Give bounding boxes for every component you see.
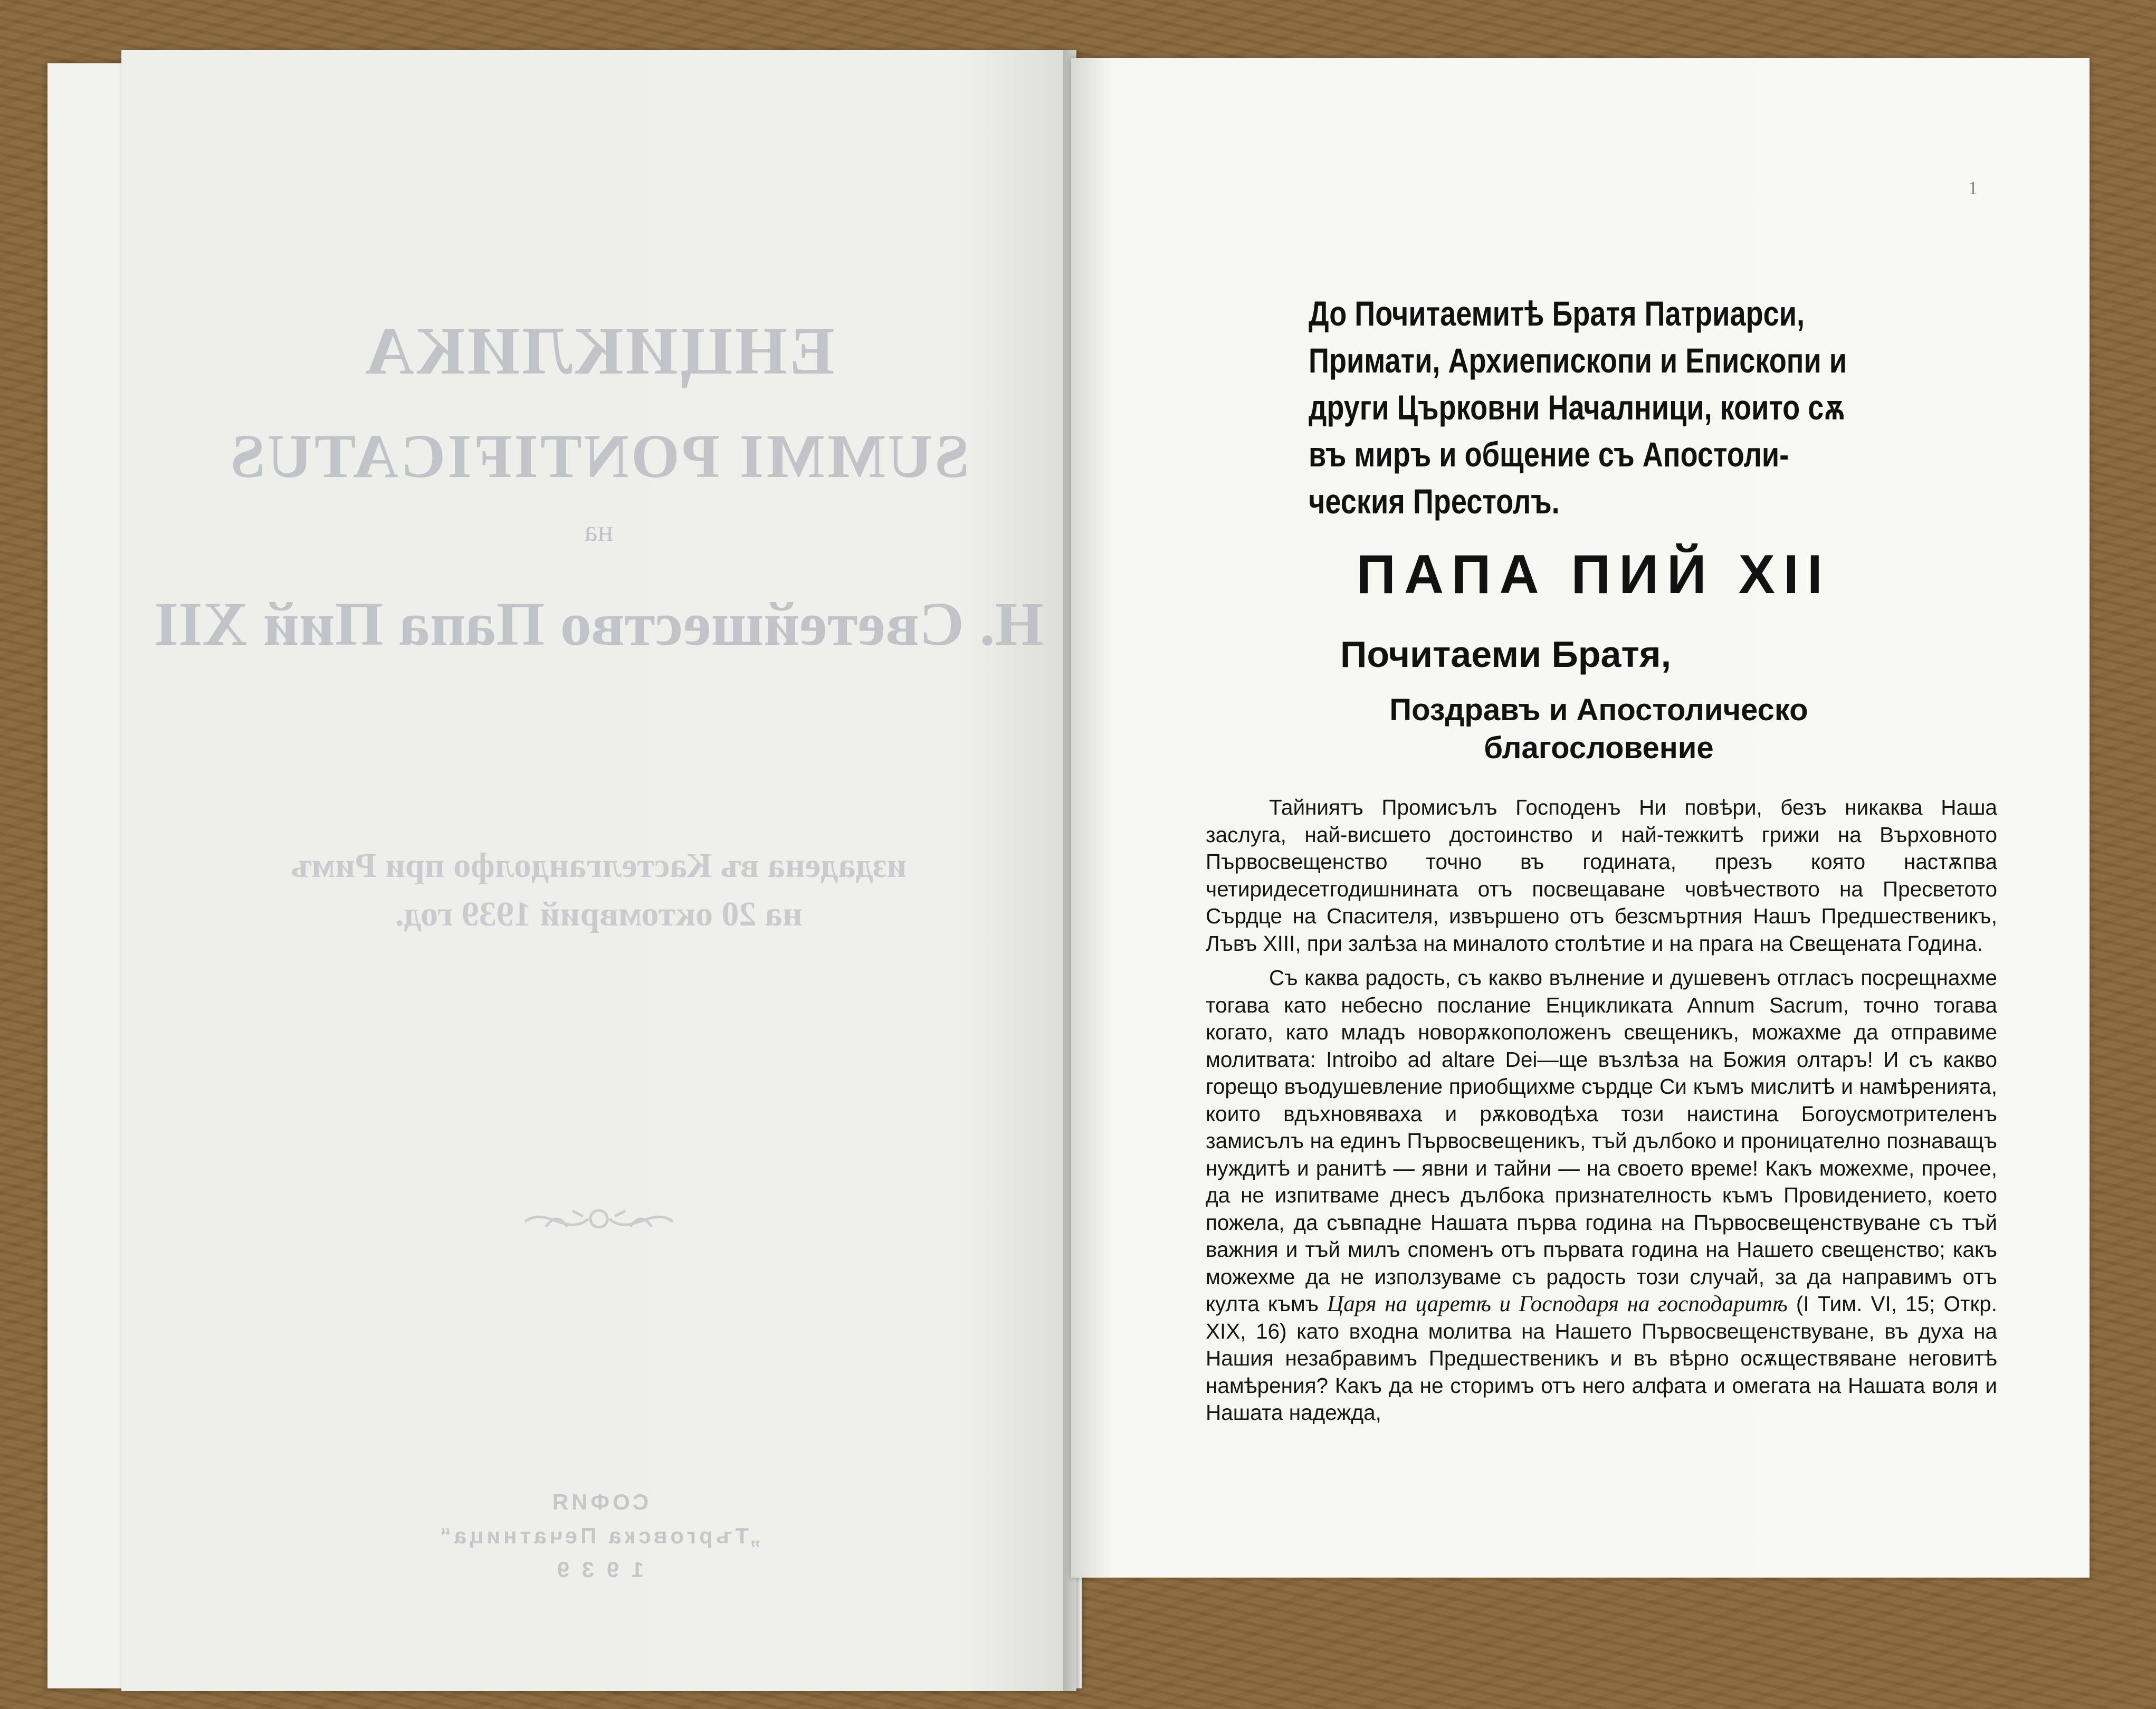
address-line: Примати, Архиепископи и Епископи и [1309,341,1847,380]
ornament-icon [121,1195,1076,1243]
bleed-holiness: Н. Светейшество Папа Пий XII [154,589,1044,658]
paragraph-2 [1206,965,1997,1427]
bleed-title-line1: ЕНЦИКЛИКА [363,313,835,388]
bleed-issued [121,842,1076,939]
salutation [1282,691,1915,767]
bleed-imprint-city: СОФИЯ [549,1490,649,1514]
right-page [1071,58,2090,1578]
paragraph-1: Тайниятъ Промисълъ Господенъ Ни повѣри, безъ никаква Наша заслуга, най-висшето достоинство и най-тежкитѣ грижи на Върховното Първосвещенство точно въ годината, презъ която настѫпва четиридесетгодишнината отъ посвещаване човѣчеството на Пресветото Сърдце на Спасителя, извършено отъ безсмъртния Нашъ Предшественикъ, Лъвъ XIII, при залѣза на миналото столѣтие и на прага на Свещената Година. [1206,795,1997,956]
address-line: ческия Престолъ. [1309,482,1560,521]
pope-title: ПАПА ПИЙ XII [1356,544,1831,605]
bleed-issued-line1: издадена въ Кастелгандолфо при Римъ [291,846,907,885]
bleed-imprint-press: „Търговска Печатница“ [436,1523,761,1548]
address-line: други Църковни Началници, които сѫ [1309,388,1846,427]
paragraph-2-part1: Съ каква радость, съ какво вълнение и душевенъ отгласъ посрещнахме тогава като небесно послание Енцикликата Annum Sacrum, точно тогава когато, като младъ новорѫкоположенъ свещеникъ, можахме да отправиме молитвата: Introibo ad altare Dei—ще възлѣза на Божия олтаръ! И съ какво горещо въодушевление приобщихме сърдце Си къмъ мислитѣ и намѣренията, които вдъхновяваха и рѫководѣха този наистина Богоусмотрителенъ замисълъ на единъ Първосвещеникъ, тъй дълбоко и проницателно познаващъ нуждитѣ и ранитѣ — явни и тайни — на своето време! Какъ можехме, прочее, да не изпитваме днесъ дълбока признателность къмъ Провидението, което пожела, да съвпадне Нашата първа година на Първосвещенствуване съ тъй важния и тъй милъ споменъ отъ първата година на Нашето свещенство; какъ можехме да не използуваме съ радость този случай, за да направимъ отъ култа къмъ [1206,966,1997,1316]
bleed-imprint [121,1485,1076,1587]
left-page [121,50,1076,1691]
body-text [1206,794,1997,1434]
bleed-imprint-year: 1 9 3 9 [554,1557,644,1582]
address-line: До Почитаемитѣ Братя Патриарси, [1309,294,1805,333]
bleed-na: на [584,515,614,548]
salutation-line1: Поздравъ и Апостолическо [1389,693,1808,727]
page-number: 1 [1968,177,1978,198]
bleed-issued-line2: на 20 октомврий 1939 год. [395,895,803,933]
bleed-through-title [121,298,1076,509]
greeting: Почитаеми Братя, [1340,634,1672,675]
paragraph-2-part2: (I Тим. VI, 15; Откр. XIX, 16) като входна молитва на Нашето Първосвещенствуване, въ духа на Нашия незабравимъ Предшественикъ и въ вѣрно осѫществяване неговитѣ намѣрения? Какъ да не сторимъ отъ него алфата и омегата на Нашата воля и Нашата надежда, [1206,1292,1997,1425]
salutation-line2: благословение [1484,731,1714,765]
bleed-title-line2: SUMMI PONTIFICATUS [228,422,969,491]
address-line: въ миръ и общение съ Апостоли- [1309,435,1789,474]
address-block [1309,290,2000,525]
paragraph-2-italic: Царя на царетѣ и Господаря на господаритѣ [1327,1292,1788,1316]
